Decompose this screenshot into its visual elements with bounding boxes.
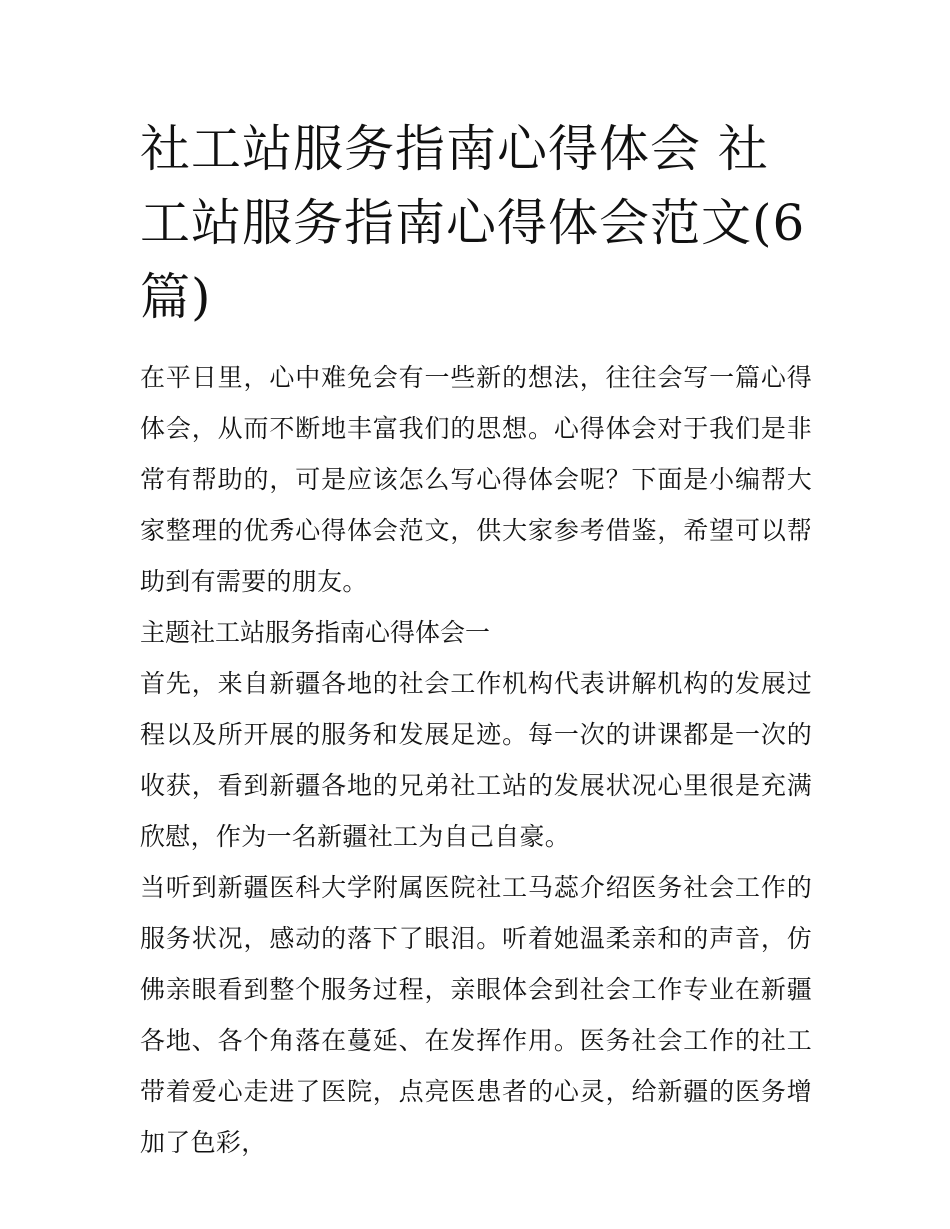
body-paragraph-2: 当听到新疆医科大学附属医院社工马蕊介绍医务社会工作的服务状况，感动的落下了眼泪。听着她温柔亲和的声音，仿佛亲眼看到整个服务过程，亲眼体会到社会工作专业在新疆各地、各个角落在蔓延、在发挥作用。医务社会工作的社工带着爱心走进了医院，点亮医患者的心灵，给新疆的医务增加了色彩，	[140, 873, 812, 1157]
document-page	[140, 112, 812, 1168]
body-paragraph-1: 首先，来自新疆各地的社会工作机构代表讲解机构的发展过程以及所开展的服务和发展足迹。每一次的讲课都是一次的收获，看到新疆各地的兄弟社工站的发展状况心里很是充满欣慰，作为一名新疆社工为自己自豪。	[140, 669, 812, 851]
document-title: 社工站服务指南心得体会 社工站服务指南心得体会范文(6篇)	[140, 120, 806, 326]
section-heading: 主题社工站服务指南心得体会一	[140, 618, 491, 647]
intro-paragraph: 在平日里，心中难免会有一些新的想法，往往会写一篇心得体会，从而不断地丰富我们的思想。心得体会对于我们是非常有帮助的，可是应该怎么写心得体会呢？下面是小编帮大家整理的优秀心得体会范文，供大家参考借鉴，希望可以帮助到有需要的朋友。	[140, 363, 812, 596]
